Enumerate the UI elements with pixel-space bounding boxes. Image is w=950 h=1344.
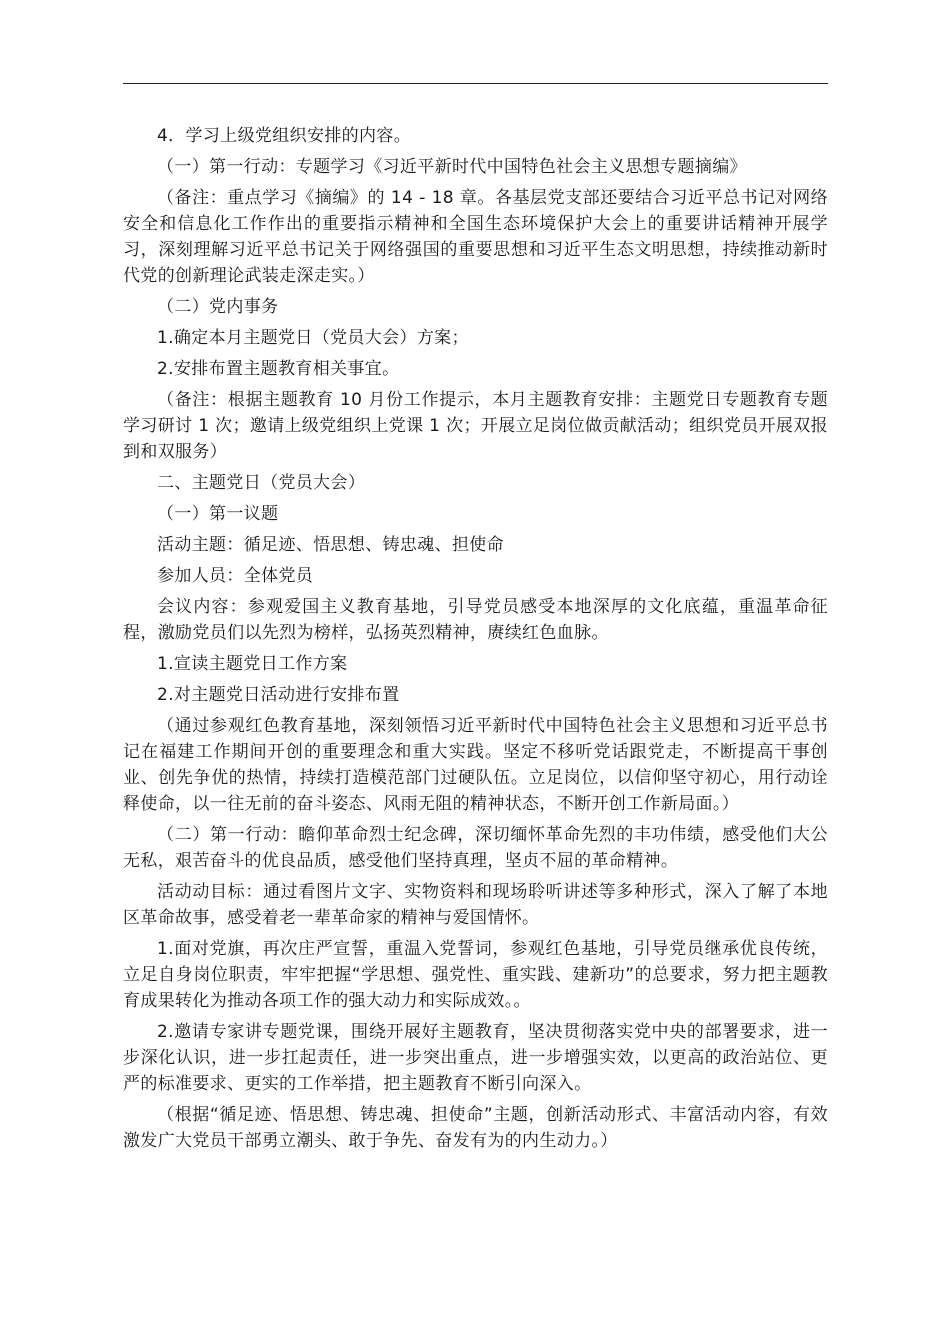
document-body — [123, 123, 828, 1154]
paragraph: 活动主题：循足迹、悟思想、铸忠魂、担使命 — [157, 535, 504, 555]
paragraph: 参加人员：全体党员 — [157, 566, 314, 586]
paragraph: （一）第一议题 — [157, 504, 279, 524]
paragraph: 活动动目标：通过看图片文字、实物资料和现场聆听讲述等多种形式，深入了解了本地区革命故事，感受着老一辈革命家的精神与爱国情怀。 — [123, 882, 828, 928]
paragraph: 会议内容：参观爱国主义教育基地，引导党员感受本地深厚的文化底蕴，重温革命征程，激励党员们以先烈为榜样，弘扬英烈精神，赓续红色血脉。 — [123, 597, 828, 643]
paragraph: 4．学习上级党组织安排的内容。 — [157, 126, 412, 146]
paragraph: 2.对主题党日活动进行安排布置 — [157, 685, 400, 705]
paragraph: （二）党内事务 — [157, 297, 279, 317]
paragraph: 1.宣读主题党日工作方案 — [157, 654, 348, 674]
paragraph: （备注：重点学习《摘编》的 14 - 18 章。各基层党支部还要结合习近平总书记对网络安全和信息化工作作出的重要指示精神和全国生态环境保护大会上的重要讲话精神开展学习，深刻理解习近平总书记关于网络强国的重要思想和习近平生态文明思想，持续推动新时代党的创新理论武装走深走实。） — [123, 188, 828, 286]
paragraph: 1.面对党旗，再次庄严宣誓，重温入党誓词，参观红色基地，引导党员继承优良传统，立足自身岗位职责，牢牢把握“学思想、强党性、重实践、建新功”的总要求，努力把主题教育成果转化为推动各项工作的强大动力和实际成效。。 — [123, 939, 828, 1011]
paragraph: 2.安排布置主题教育相关事宜。 — [157, 359, 400, 379]
paragraph: （一）第一行动：专题学习《习近平新时代中国特色社会主义思想专题摘编》 — [157, 157, 747, 177]
paragraph: （通过参观红色教育基地，深刻领悟习近平新时代中国特色社会主义思想和习近平总书记在福建工作期间开创的重要理念和重大实践。坚定不移听党话跟党走，不断提高干事创业、创先争优的热情，持续打造模范部门过硬队伍。立足岗位，以信仰坚守初心，用行动诠释使命，以一往无前的奋斗姿态、风雨无阻的精神状态，不断开创工作新局面。） — [123, 716, 828, 814]
paragraph: 二、主题党日（党员大会） — [157, 473, 366, 493]
paragraph: （备注：根据主题教育 10 月份工作提示，本月主题教育安排：主题党日专题教育专题学习研讨 1 次；邀请上级党组织上党课 1 次；开展立足岗位做贡献活动；组织党员开展双报到和双服务） — [123, 390, 828, 462]
paragraph: （根据“循足迹、悟思想、铸忠魂、担使命”主题，创新活动形式、丰富活动内容，有效激发广大党员干部勇立潮头、敢于争先、奋发有为的内生动力。） — [123, 1105, 828, 1151]
paragraph: 2.邀请专家讲专题党课，围绕开展好主题教育，坚决贯彻落实党中央的部署要求，进一步深化认识，进一步扛起责任，进一步突出重点，进一步增强实效，以更高的政治站位、更严的标准要求、更实的工作举措，把主题教育不断引向深入。 — [123, 1022, 828, 1094]
paragraph: （二）第一行动：瞻仰革命烈士纪念碑，深切缅怀革命先烈的丰功伟绩，感受他们大公无私，艰苦奋斗的优良品质，感受他们坚持真理，坚贞不屈的革命精神。 — [123, 825, 828, 871]
header-rule — [123, 83, 828, 84]
paragraph: 1.确定本月主题党日（党员大会）方案； — [157, 328, 469, 348]
